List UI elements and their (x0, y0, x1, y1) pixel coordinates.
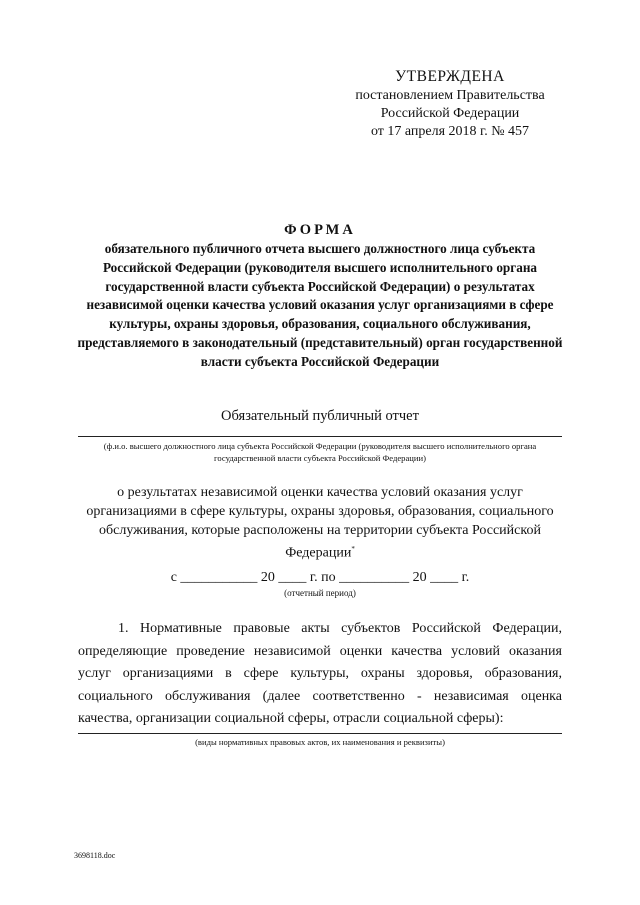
official-name-line (78, 436, 562, 437)
report-subject (78, 483, 562, 563)
period-line: с ___________ 20 ____ г. по __________ 20 ____ г. (170, 570, 470, 585)
section-1-paragraph: 1. Нормативные правовые акты субъектов Российской Федерации, определяющие проведение независимой оценки качества условий оказания услуг организациями в сфере культуры, охраны здоровья, образования, социального обслуживания (далее соответственно - независимая оценка качества, организации социальной сферы, отрасли социальной сферы): (78, 621, 562, 727)
approval-block (330, 68, 570, 141)
acts-caption: (виды нормативных правовых актов, их наименования и реквизиты) (195, 737, 445, 747)
approval-line-1: постановлением Правительства (355, 88, 545, 103)
approval-line-2: Российской Федерации (380, 106, 520, 121)
approval-heading: УТВЕРЖДЕНА (395, 68, 505, 85)
report-subject-text: о результатах независимой оценки качества условий оказания услуг организациями в сфере культуры, охраны здоровья, образования, социального обслуживания, которые расположены на территории субъекта Российской Федерации (86, 485, 554, 561)
form-description: обязательного публичного отчета высшего должностного лица субъекта Российской Федерации (руководителя высшего исполнительного органа государственной власти субъекта Российской Федерации) о результатах независимой оценки качества условий оказания услуг организациями в сфере культуры, охраны здоровья, образования, социального обслуживания, представляемого в законодательный (представительный) орган государственной власти субъекта Российской Федерации (77, 241, 563, 369)
approval-line-3: от 17 апреля 2018 г. № 457 (370, 124, 530, 139)
report-title: Обязательный публичный отчет (221, 408, 419, 424)
footnote-mark: * (351, 545, 355, 553)
official-name-caption: (ф.и.о. высшего должностного лица субъекта Российской Федерации (руководителя высшего исполнительного органа государственной власти субъекта Российской Федерации) (103, 441, 537, 463)
period-caption: (отчетный период) (284, 588, 356, 598)
document-id: 3698118.doc (74, 851, 116, 860)
acts-fill-line (78, 733, 562, 734)
form-title: ФОРМА (284, 222, 356, 238)
